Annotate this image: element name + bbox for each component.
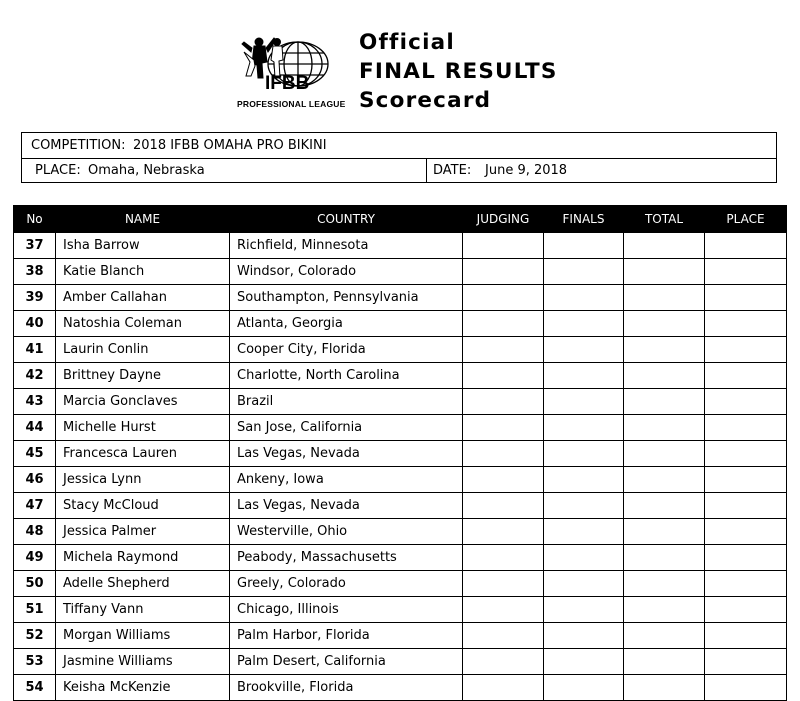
- judging-cell: [463, 337, 544, 363]
- date-label: DATE:: [433, 163, 472, 178]
- competitor-number: 43: [14, 389, 56, 415]
- finals-cell: [544, 233, 624, 259]
- table-row: [14, 545, 787, 571]
- table-row: [14, 597, 787, 623]
- column-header-country: COUNTRY: [230, 206, 463, 233]
- competitor-country: Westerville, Ohio: [230, 519, 463, 545]
- total-cell: [624, 285, 705, 311]
- competitor-number: 37: [14, 233, 56, 259]
- table-row: [14, 467, 787, 493]
- competitor-number: 45: [14, 441, 56, 467]
- total-cell: [624, 467, 705, 493]
- place-cell: [705, 545, 787, 571]
- finals-cell: [544, 649, 624, 675]
- competitor-number: 48: [14, 519, 56, 545]
- competitor-number: 42: [14, 363, 56, 389]
- competitor-number: 40: [14, 311, 56, 337]
- competitor-name: Michela Raymond: [56, 545, 230, 571]
- column-header-total: TOTAL: [624, 206, 705, 233]
- total-cell: [624, 545, 705, 571]
- competitor-name: Keisha McKenzie: [56, 675, 230, 701]
- table-row: [14, 675, 787, 701]
- judging-cell: [463, 441, 544, 467]
- column-header-place: PLACE: [705, 206, 787, 233]
- competitor-name: Jessica Lynn: [56, 467, 230, 493]
- total-cell: [624, 415, 705, 441]
- competitor-country: Brookville, Florida: [230, 675, 463, 701]
- competitor-number: 39: [14, 285, 56, 311]
- judging-cell: [463, 649, 544, 675]
- table-row: [14, 519, 787, 545]
- place-cell: [705, 311, 787, 337]
- total-cell: [624, 311, 705, 337]
- place-cell: [705, 493, 787, 519]
- competitor-country: Richfield, Minnesota: [230, 233, 463, 259]
- finals-cell: [544, 675, 624, 701]
- competitor-number: 51: [14, 597, 56, 623]
- scorecard-header: [0, 0, 800, 120]
- place-cell: [705, 519, 787, 545]
- competitor-name: Natoshia Coleman: [56, 311, 230, 337]
- place-cell: [705, 285, 787, 311]
- competitor-name: Marcia Gonclaves: [56, 389, 230, 415]
- results-table-body: [14, 233, 787, 701]
- competitor-country: Palm Harbor, Florida: [230, 623, 463, 649]
- competitor-number: 50: [14, 571, 56, 597]
- column-header-no: No: [14, 206, 56, 233]
- competitor-country: Brazil: [230, 389, 463, 415]
- place-cell: [705, 597, 787, 623]
- competitor-country: Las Vegas, Nevada: [230, 493, 463, 519]
- competitor-name: Katie Blanch: [56, 259, 230, 285]
- competitor-country: Charlotte, North Carolina: [230, 363, 463, 389]
- date-value: June 9, 2018: [485, 163, 568, 178]
- title-line-official: Official: [359, 30, 455, 55]
- finals-cell: [544, 545, 624, 571]
- place-value: Omaha, Nebraska: [88, 163, 205, 178]
- competitor-name: Michelle Hurst: [56, 415, 230, 441]
- competitor-name: Jasmine Williams: [56, 649, 230, 675]
- results-table: [13, 205, 787, 701]
- total-cell: [624, 493, 705, 519]
- judging-cell: [463, 545, 544, 571]
- finals-cell: [544, 519, 624, 545]
- competitor-country: Atlanta, Georgia: [230, 311, 463, 337]
- table-row: [14, 389, 787, 415]
- info-divider: [426, 159, 427, 183]
- table-row: [14, 259, 787, 285]
- place-cell: [705, 571, 787, 597]
- table-row: [14, 337, 787, 363]
- total-cell: [624, 649, 705, 675]
- total-cell: [624, 337, 705, 363]
- place-cell: [705, 389, 787, 415]
- total-cell: [624, 233, 705, 259]
- table-row: [14, 441, 787, 467]
- competitor-number: 41: [14, 337, 56, 363]
- competition-value: 2018 IFBB OMAHA PRO BIKINI: [133, 138, 327, 153]
- judging-cell: [463, 519, 544, 545]
- competitor-name: Laurin Conlin: [56, 337, 230, 363]
- competitor-number: 53: [14, 649, 56, 675]
- judging-cell: [463, 597, 544, 623]
- finals-cell: [544, 415, 624, 441]
- total-cell: [624, 597, 705, 623]
- place-date-row: [22, 159, 776, 183]
- place-cell: [705, 467, 787, 493]
- competition-label: COMPETITION:: [31, 138, 126, 153]
- title-line-final-results: FINAL RESULTS: [359, 59, 558, 84]
- table-row: [14, 571, 787, 597]
- judging-cell: [463, 571, 544, 597]
- competitor-country: Chicago, Illinois: [230, 597, 463, 623]
- judging-cell: [463, 311, 544, 337]
- competitor-country: Windsor, Colorado: [230, 259, 463, 285]
- total-cell: [624, 519, 705, 545]
- competitor-number: 52: [14, 623, 56, 649]
- judging-cell: [463, 233, 544, 259]
- competitor-country: Greely, Colorado: [230, 571, 463, 597]
- finals-cell: [544, 285, 624, 311]
- place-cell: [705, 337, 787, 363]
- table-row: [14, 493, 787, 519]
- competitor-country: Cooper City, Florida: [230, 337, 463, 363]
- column-header-finals: FINALS: [544, 206, 624, 233]
- place-cell: [705, 441, 787, 467]
- competitor-country: Southampton, Pennsylvania: [230, 285, 463, 311]
- finals-cell: [544, 389, 624, 415]
- competitor-number: 49: [14, 545, 56, 571]
- competitor-name: Amber Callahan: [56, 285, 230, 311]
- finals-cell: [544, 311, 624, 337]
- competitor-name: Stacy McCloud: [56, 493, 230, 519]
- judging-cell: [463, 259, 544, 285]
- total-cell: [624, 259, 705, 285]
- finals-cell: [544, 467, 624, 493]
- place-cell: [705, 649, 787, 675]
- finals-cell: [544, 493, 624, 519]
- judging-cell: [463, 623, 544, 649]
- logo-subtext: PROFESSIONAL LEAGUE: [237, 99, 346, 109]
- competitor-country: Peabody, Massachusetts: [230, 545, 463, 571]
- competitor-name: Francesca Lauren: [56, 441, 230, 467]
- finals-cell: [544, 363, 624, 389]
- finals-cell: [544, 623, 624, 649]
- competitor-country: Palm Desert, California: [230, 649, 463, 675]
- table-row: [14, 649, 787, 675]
- finals-cell: [544, 571, 624, 597]
- column-header-judging: JUDGING: [463, 206, 544, 233]
- competitor-number: 38: [14, 259, 56, 285]
- judging-cell: [463, 363, 544, 389]
- finals-cell: [544, 441, 624, 467]
- place-cell: [705, 623, 787, 649]
- competitor-number: 44: [14, 415, 56, 441]
- place-cell: [705, 363, 787, 389]
- total-cell: [624, 571, 705, 597]
- competitor-country: Las Vegas, Nevada: [230, 441, 463, 467]
- competitor-number: 47: [14, 493, 56, 519]
- table-row: [14, 311, 787, 337]
- total-cell: [624, 675, 705, 701]
- place-label: PLACE:: [35, 163, 81, 178]
- table-row: [14, 623, 787, 649]
- place-cell: [705, 259, 787, 285]
- competitor-name: Brittney Dayne: [56, 363, 230, 389]
- competitor-name: Isha Barrow: [56, 233, 230, 259]
- place-cell: [705, 675, 787, 701]
- competitor-country: Ankeny, Iowa: [230, 467, 463, 493]
- judging-cell: [463, 467, 544, 493]
- table-header-row: [14, 206, 787, 233]
- competitor-name: Morgan Williams: [56, 623, 230, 649]
- total-cell: [624, 363, 705, 389]
- judging-cell: [463, 493, 544, 519]
- competitor-number: 46: [14, 467, 56, 493]
- finals-cell: [544, 259, 624, 285]
- place-cell: [705, 233, 787, 259]
- judging-cell: [463, 415, 544, 441]
- table-row: [14, 285, 787, 311]
- total-cell: [624, 389, 705, 415]
- competitor-name: Adelle Shepherd: [56, 571, 230, 597]
- page-title: [359, 28, 558, 115]
- competitor-number: 54: [14, 675, 56, 701]
- finals-cell: [544, 337, 624, 363]
- finals-cell: [544, 597, 624, 623]
- column-header-name: NAME: [56, 206, 230, 233]
- competition-info-box: [21, 132, 777, 183]
- place-cell: [705, 415, 787, 441]
- competitor-name: Jessica Palmer: [56, 519, 230, 545]
- logo-text: IFBB: [265, 73, 310, 94]
- judging-cell: [463, 285, 544, 311]
- table-row: [14, 363, 787, 389]
- judging-cell: [463, 675, 544, 701]
- judging-cell: [463, 389, 544, 415]
- table-row: [14, 415, 787, 441]
- competitor-name: Tiffany Vann: [56, 597, 230, 623]
- table-row: [14, 233, 787, 259]
- competition-row: [22, 133, 776, 159]
- competitor-country: San Jose, California: [230, 415, 463, 441]
- total-cell: [624, 441, 705, 467]
- total-cell: [624, 623, 705, 649]
- title-line-scorecard: Scorecard: [359, 88, 492, 113]
